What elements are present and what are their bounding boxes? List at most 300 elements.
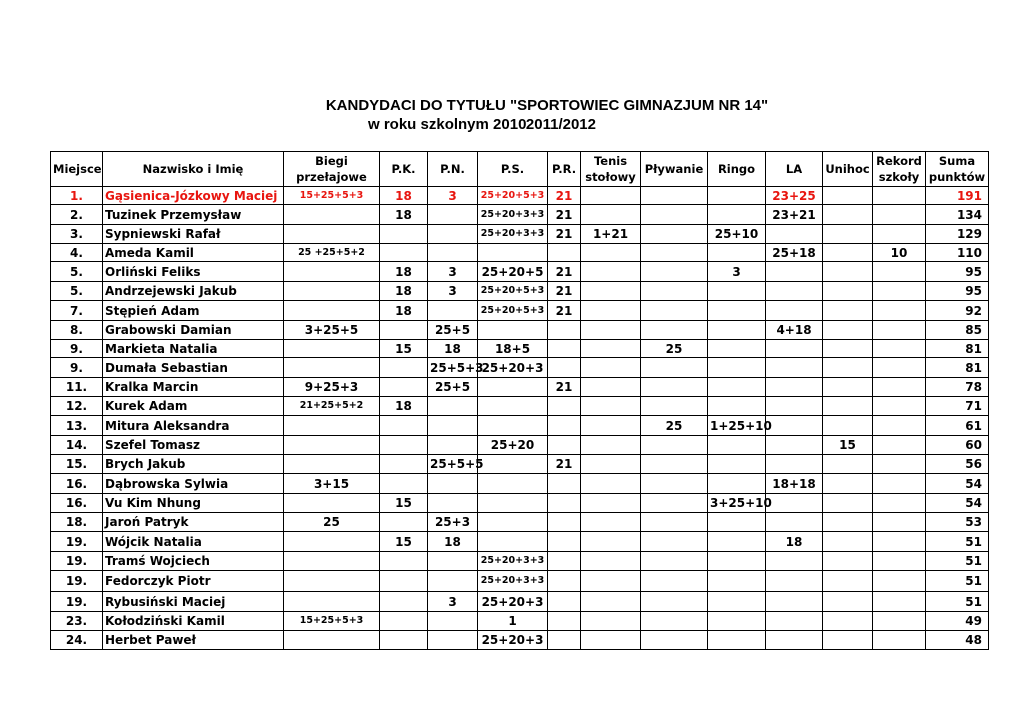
cell-pn <box>428 552 478 571</box>
cell-biegi <box>284 455 380 474</box>
cell-suma: 54 <box>926 474 989 494</box>
cell-pn <box>428 301 478 321</box>
table-row <box>51 358 989 378</box>
cell-suma: 51 <box>926 571 989 592</box>
cell-biegi <box>284 358 380 378</box>
cell-ringo <box>708 571 766 592</box>
header-la: LA <box>766 152 823 187</box>
cell-pn: 25+3 <box>428 513 478 532</box>
cell-ringo <box>708 378 766 397</box>
cell-tenis <box>581 474 641 494</box>
cell-ps: 25+20+3+3 <box>478 571 548 592</box>
cell-miejsce: 14. <box>51 436 103 455</box>
cell-miejsce: 16. <box>51 494 103 513</box>
cell-miejsce: 13. <box>51 416 103 436</box>
cell-miejsce: 15. <box>51 455 103 474</box>
cell-suma: 51 <box>926 532 989 552</box>
cell-plywanie <box>641 552 708 571</box>
cell-pk <box>380 244 428 262</box>
cell-ps <box>478 494 548 513</box>
cell-la <box>766 358 823 378</box>
cell-pr <box>548 571 581 592</box>
cell-pk <box>380 455 428 474</box>
cell-suma: 48 <box>926 631 989 650</box>
cell-suma: 95 <box>926 282 989 301</box>
cell-suma: 81 <box>926 358 989 378</box>
cell-unihoc <box>823 474 873 494</box>
header-ringo: Ringo <box>708 152 766 187</box>
cell-plywanie <box>641 455 708 474</box>
cell-pn <box>428 244 478 262</box>
cell-rekord <box>873 612 926 631</box>
cell-biegi <box>284 340 380 358</box>
cell-pn <box>428 631 478 650</box>
header-unihoc: Unihoc <box>823 152 873 187</box>
cell-tenis <box>581 631 641 650</box>
table-row <box>51 513 989 532</box>
cell-nazwisko: Brych Jakub <box>103 455 284 474</box>
cell-la: 4+18 <box>766 321 823 340</box>
cell-pk <box>380 378 428 397</box>
cell-miejsce: 19. <box>51 552 103 571</box>
cell-la <box>766 612 823 631</box>
cell-biegi <box>284 592 380 612</box>
header-pr: P.R. <box>548 152 581 187</box>
table-row <box>51 301 989 321</box>
cell-la <box>766 282 823 301</box>
cell-plywanie <box>641 358 708 378</box>
cell-suma: 81 <box>926 340 989 358</box>
cell-pn: 25+5+3 <box>428 358 478 378</box>
header-rekord: Rekord szkoły <box>873 152 926 187</box>
cell-tenis <box>581 513 641 532</box>
header-pn: P.N. <box>428 152 478 187</box>
cell-rekord <box>873 301 926 321</box>
cell-ps: 25+20+3+3 <box>478 552 548 571</box>
cell-miejsce: 23. <box>51 612 103 631</box>
cell-plywanie <box>641 282 708 301</box>
cell-suma: 71 <box>926 397 989 416</box>
cell-pk: 15 <box>380 494 428 513</box>
cell-rekord: 10 <box>873 244 926 262</box>
header-ps: P.S. <box>478 152 548 187</box>
cell-suma: 56 <box>926 455 989 474</box>
table-row <box>51 532 989 552</box>
cell-biegi <box>284 282 380 301</box>
cell-pr <box>548 244 581 262</box>
cell-miejsce: 18. <box>51 513 103 532</box>
cell-pk <box>380 552 428 571</box>
cell-suma: 53 <box>926 513 989 532</box>
cell-tenis <box>581 321 641 340</box>
header-plywanie: Pływanie <box>641 152 708 187</box>
cell-pk: 18 <box>380 187 428 205</box>
cell-pn: 3 <box>428 282 478 301</box>
cell-ps: 25+20+5+3 <box>478 187 548 205</box>
cell-la <box>766 301 823 321</box>
cell-ringo <box>708 552 766 571</box>
cell-pr <box>548 474 581 494</box>
cell-la <box>766 416 823 436</box>
subtitle-year: 2011/2012 <box>525 116 596 133</box>
cell-miejsce: 12. <box>51 397 103 416</box>
cell-nazwisko: Gąsienica-Józkowy Maciej <box>103 187 284 205</box>
cell-pn: 25+5+5 <box>428 455 478 474</box>
cell-pk <box>380 321 428 340</box>
cell-unihoc <box>823 592 873 612</box>
cell-plywanie <box>641 494 708 513</box>
cell-pk: 15 <box>380 340 428 358</box>
cell-tenis <box>581 612 641 631</box>
cell-la <box>766 378 823 397</box>
cell-nazwisko: Szefel Tomasz <box>103 436 284 455</box>
cell-la <box>766 494 823 513</box>
cell-nazwisko: Markieta Natalia <box>103 340 284 358</box>
cell-pk: 18 <box>380 397 428 416</box>
cell-plywanie <box>641 225 708 244</box>
cell-rekord <box>873 282 926 301</box>
cell-nazwisko: Vu Kim Nhung <box>103 494 284 513</box>
cell-plywanie <box>641 474 708 494</box>
cell-rekord <box>873 340 926 358</box>
cell-miejsce: 4. <box>51 244 103 262</box>
document-subtitle <box>368 116 596 133</box>
cell-la <box>766 436 823 455</box>
cell-plywanie <box>641 205 708 225</box>
table-row <box>51 282 989 301</box>
cell-plywanie <box>641 532 708 552</box>
cell-rekord <box>873 455 926 474</box>
cell-tenis <box>581 494 641 513</box>
cell-rekord <box>873 378 926 397</box>
cell-rekord <box>873 436 926 455</box>
cell-nazwisko: Ameda Kamil <box>103 244 284 262</box>
cell-biegi: 9+25+3 <box>284 378 380 397</box>
cell-nazwisko: Wójcik Natalia <box>103 532 284 552</box>
cell-plywanie <box>641 592 708 612</box>
cell-biegi <box>284 225 380 244</box>
header-miejsce: Miejsce <box>51 152 103 187</box>
cell-unihoc <box>823 397 873 416</box>
document-title: KANDYDACI DO TYTUŁU "SPORTOWIEC GIMNAZJUM NR 14" <box>325 97 769 114</box>
cell-pr <box>548 340 581 358</box>
cell-pk <box>380 571 428 592</box>
table-row <box>51 436 989 455</box>
cell-rekord <box>873 225 926 244</box>
cell-tenis <box>581 455 641 474</box>
cell-nazwisko: Jaroń Patryk <box>103 513 284 532</box>
cell-nazwisko: Tramś Wojciech <box>103 552 284 571</box>
table-row <box>51 187 989 205</box>
cell-suma: 85 <box>926 321 989 340</box>
table-row <box>51 262 989 282</box>
cell-rekord <box>873 513 926 532</box>
cell-ps: 25+20+3 <box>478 358 548 378</box>
cell-suma: 92 <box>926 301 989 321</box>
cell-unihoc <box>823 205 873 225</box>
cell-pr <box>548 612 581 631</box>
cell-tenis <box>581 552 641 571</box>
cell-pr <box>548 416 581 436</box>
cell-ringo <box>708 321 766 340</box>
cell-ps <box>478 321 548 340</box>
cell-unihoc <box>823 416 873 436</box>
table-row <box>51 340 989 358</box>
cell-unihoc <box>823 244 873 262</box>
cell-rekord <box>873 321 926 340</box>
cell-suma: 61 <box>926 416 989 436</box>
cell-pk <box>380 612 428 631</box>
cell-la: 23+25 <box>766 187 823 205</box>
cell-plywanie <box>641 631 708 650</box>
cell-unihoc <box>823 225 873 244</box>
cell-tenis <box>581 340 641 358</box>
cell-unihoc <box>823 455 873 474</box>
cell-unihoc <box>823 262 873 282</box>
cell-miejsce: 16. <box>51 474 103 494</box>
table-row <box>51 455 989 474</box>
cell-pr: 21 <box>548 187 581 205</box>
header-tenis: Tenis stołowy <box>581 152 641 187</box>
cell-ps <box>478 474 548 494</box>
cell-pr: 21 <box>548 225 581 244</box>
cell-la <box>766 455 823 474</box>
cell-unihoc <box>823 378 873 397</box>
cell-ps <box>478 397 548 416</box>
cell-nazwisko: Stępień Adam <box>103 301 284 321</box>
table-row <box>51 552 989 571</box>
cell-rekord <box>873 631 926 650</box>
cell-ps: 25+20+3+3 <box>478 205 548 225</box>
cell-unihoc <box>823 301 873 321</box>
cell-rekord <box>873 474 926 494</box>
cell-la <box>766 592 823 612</box>
cell-unihoc <box>823 340 873 358</box>
cell-ringo <box>708 244 766 262</box>
cell-tenis: 1+21 <box>581 225 641 244</box>
cell-miejsce: 7. <box>51 301 103 321</box>
cell-ps: 25+20+5+3 <box>478 282 548 301</box>
cell-miejsce: 5. <box>51 282 103 301</box>
cell-biegi <box>284 552 380 571</box>
cell-tenis <box>581 436 641 455</box>
cell-suma: 78 <box>926 378 989 397</box>
table-row <box>51 631 989 650</box>
cell-ps: 18+5 <box>478 340 548 358</box>
cell-ringo <box>708 397 766 416</box>
cell-pk <box>380 631 428 650</box>
cell-pn: 3 <box>428 187 478 205</box>
cell-ps: 25+20+3+3 <box>478 225 548 244</box>
cell-la <box>766 340 823 358</box>
cell-ps: 25+20+3 <box>478 592 548 612</box>
table-row <box>51 416 989 436</box>
cell-nazwisko: Kołodziński Kamil <box>103 612 284 631</box>
cell-unihoc: 15 <box>823 436 873 455</box>
cell-biegi: 25 <box>284 513 380 532</box>
ranking-table <box>50 151 989 650</box>
cell-unihoc <box>823 358 873 378</box>
cell-nazwisko: Tuzinek Przemysław <box>103 205 284 225</box>
cell-miejsce: 19. <box>51 571 103 592</box>
cell-plywanie <box>641 571 708 592</box>
cell-unihoc <box>823 631 873 650</box>
cell-la: 18 <box>766 532 823 552</box>
cell-pr: 21 <box>548 282 581 301</box>
cell-unihoc <box>823 321 873 340</box>
cell-pk: 18 <box>380 301 428 321</box>
cell-tenis <box>581 416 641 436</box>
cell-plywanie <box>641 436 708 455</box>
cell-suma: 95 <box>926 262 989 282</box>
cell-plywanie <box>641 612 708 631</box>
table-row <box>51 244 989 262</box>
cell-pn <box>428 494 478 513</box>
header-suma: Suma punktów <box>926 152 989 187</box>
cell-biegi <box>284 205 380 225</box>
cell-ps <box>478 513 548 532</box>
cell-pn <box>428 416 478 436</box>
cell-ringo <box>708 205 766 225</box>
cell-rekord <box>873 494 926 513</box>
cell-pr: 21 <box>548 262 581 282</box>
cell-pr: 21 <box>548 455 581 474</box>
table-row <box>51 571 989 592</box>
cell-biegi <box>284 494 380 513</box>
cell-miejsce: 3. <box>51 225 103 244</box>
header-biegi: Biegi przełajowe <box>284 152 380 187</box>
cell-la: 18+18 <box>766 474 823 494</box>
cell-suma: 51 <box>926 592 989 612</box>
cell-pn <box>428 612 478 631</box>
cell-plywanie <box>641 321 708 340</box>
cell-unihoc <box>823 571 873 592</box>
cell-pk <box>380 416 428 436</box>
subtitle-overlap: 0 <box>518 116 526 133</box>
cell-biegi <box>284 262 380 282</box>
cell-ps: 25+20+5+3 <box>478 301 548 321</box>
cell-rekord <box>873 205 926 225</box>
cell-suma: 129 <box>926 225 989 244</box>
cell-biegi: 25 +25+5+2 <box>284 244 380 262</box>
cell-nazwisko: Mitura Aleksandra <box>103 416 284 436</box>
cell-pn: 3 <box>428 262 478 282</box>
cell-la <box>766 552 823 571</box>
cell-pr <box>548 552 581 571</box>
cell-suma: 51 <box>926 552 989 571</box>
cell-pk <box>380 474 428 494</box>
cell-unihoc <box>823 612 873 631</box>
cell-nazwisko: Rybusiński Maciej <box>103 592 284 612</box>
cell-miejsce: 24. <box>51 631 103 650</box>
cell-pk <box>380 358 428 378</box>
cell-ringo: 3+25+10 <box>708 494 766 513</box>
cell-ps <box>478 244 548 262</box>
cell-pk: 18 <box>380 282 428 301</box>
table-row <box>51 378 989 397</box>
table-row <box>51 397 989 416</box>
table-row <box>51 494 989 513</box>
cell-pr <box>548 494 581 513</box>
cell-rekord <box>873 397 926 416</box>
table-row <box>51 474 989 494</box>
cell-nazwisko: Dumała Sebastian <box>103 358 284 378</box>
table-row <box>51 612 989 631</box>
cell-biegi <box>284 416 380 436</box>
cell-la: 23+21 <box>766 205 823 225</box>
table-row <box>51 205 989 225</box>
cell-unihoc <box>823 282 873 301</box>
cell-ringo <box>708 474 766 494</box>
cell-plywanie <box>641 378 708 397</box>
header-row <box>51 152 989 187</box>
cell-pr <box>548 397 581 416</box>
cell-suma: 134 <box>926 205 989 225</box>
cell-ringo <box>708 592 766 612</box>
cell-ringo: 1+25+10 <box>708 416 766 436</box>
cell-biegi <box>284 631 380 650</box>
cell-tenis <box>581 592 641 612</box>
cell-miejsce: 9. <box>51 340 103 358</box>
cell-ringo <box>708 282 766 301</box>
cell-miejsce: 19. <box>51 592 103 612</box>
cell-ringo <box>708 513 766 532</box>
cell-pn <box>428 571 478 592</box>
cell-unihoc <box>823 532 873 552</box>
cell-unihoc <box>823 513 873 532</box>
cell-rekord <box>873 532 926 552</box>
cell-la <box>766 225 823 244</box>
cell-pr: 21 <box>548 378 581 397</box>
header-nazwisko: Nazwisko i Imię <box>103 152 284 187</box>
cell-ps <box>478 416 548 436</box>
cell-pr <box>548 513 581 532</box>
cell-tenis <box>581 244 641 262</box>
cell-suma: 60 <box>926 436 989 455</box>
cell-pr <box>548 436 581 455</box>
cell-ringo <box>708 631 766 650</box>
cell-pk <box>380 513 428 532</box>
cell-nazwisko: Herbet Paweł <box>103 631 284 650</box>
cell-ringo <box>708 340 766 358</box>
cell-plywanie <box>641 513 708 532</box>
cell-pn: 18 <box>428 532 478 552</box>
cell-pr <box>548 321 581 340</box>
cell-suma: 49 <box>926 612 989 631</box>
cell-tenis <box>581 358 641 378</box>
cell-pn: 25+5 <box>428 321 478 340</box>
table-row <box>51 592 989 612</box>
cell-ps <box>478 455 548 474</box>
cell-tenis <box>581 571 641 592</box>
cell-miejsce: 5. <box>51 262 103 282</box>
cell-ringo: 3 <box>708 262 766 282</box>
cell-la <box>766 397 823 416</box>
cell-rekord <box>873 552 926 571</box>
cell-unihoc <box>823 552 873 571</box>
cell-suma: 54 <box>926 494 989 513</box>
cell-plywanie <box>641 301 708 321</box>
cell-suma: 191 <box>926 187 989 205</box>
cell-ps <box>478 532 548 552</box>
cell-tenis <box>581 262 641 282</box>
cell-pr <box>548 532 581 552</box>
cell-la: 25+18 <box>766 244 823 262</box>
cell-tenis <box>581 205 641 225</box>
cell-unihoc <box>823 187 873 205</box>
cell-pk: 18 <box>380 205 428 225</box>
cell-plywanie <box>641 244 708 262</box>
